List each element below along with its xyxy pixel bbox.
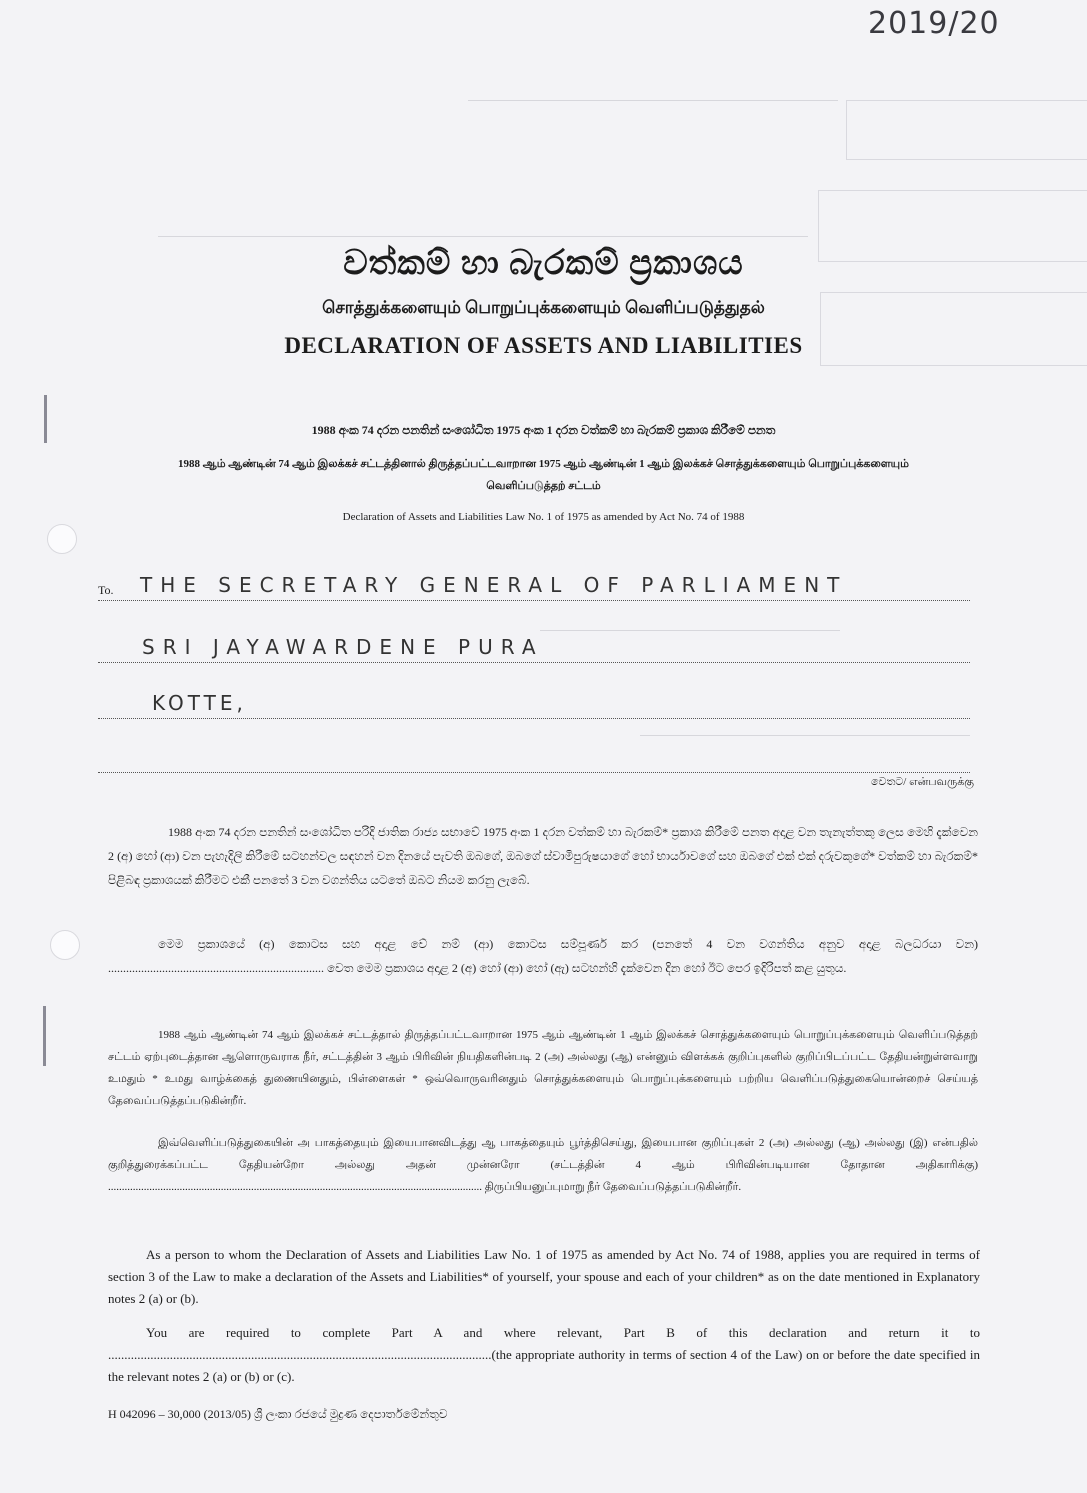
address-handwritten-1: THE SECRETARY GENERAL OF PARLIAMENT bbox=[140, 573, 848, 597]
bleed-through-line bbox=[158, 236, 808, 237]
paragraph-tamil-2: இவ்வெளிப்படுத்துகையின் அ பாகத்தையும் இயைபானவிடத்து ஆ பாகத்தையும் பூர்த்திசெய்து, இயைபான குறிப்புகள் 2 (அ) அல்லது (ஆ) அல்லது (இ) என்பதில் குறித்துரைக்கப்பட்ட தேதியன்றோ அல்லது அதன் முன்னரோ (சட்டத்தின் 4 ஆம் பிரிவின்படியான தோதான அதிகாரிக்கு) ........................................................................................................................................ திருப்பியனுப்புமாறு நீர் தேவைப்படுத்தப்படுகின்றீர். bbox=[108, 1137, 978, 1193]
law-reference-sinhala: 1988 අංක 74 දරන පනතින් සංශෝධිත 1975 අංක 1 දරන වත්කම් හා බැරකම් ප්‍රකාශ කිරීමේ පනත bbox=[311, 423, 776, 437]
law-reference-english: Declaration of Assets and Liabilities Law No. 1 of 1975 as amended by Act No. 74 of 1988 bbox=[342, 511, 745, 523]
staple-mark bbox=[43, 1006, 46, 1066]
paragraph-sinhala-1: 1988 අංක 74 දරන පනතින් සංශෝධිත පරිදි ජාතික රාජ්‍ය සභාවේ 1975 අංක 1 දරන වත්කම් හා බැරකම්* ප්‍රකාශ කිරීමේ පනත අදාළ වන තැනැත්තකු ලෙස මෙහි දැක්වෙන 2 (අ) හෝ (ආ) වන පැහැදිලි කිරීමේ සටහන්වල සඳහන් වන දිනයේ පැවති ඔබගේ, ඔබගේ ස්වාමිපුරුෂයාගේ හෝ භාර්යාවගේ සහ ඔබගේ එක් එක් දරුවකුගේ* වත්කම් හා බැරකම්* පිළිබඳ ප්‍රකාශයක් කිරීමට එකී පනතේ 3 වන වගන්තිය යටතේ ඔබට නියම කරනු ලැබේ. bbox=[108, 825, 978, 887]
bleed-through-line bbox=[468, 100, 838, 101]
address-suffix: වෙතට/ என்பவருக்கு bbox=[871, 776, 974, 788]
address-line-4 bbox=[98, 742, 974, 788]
address-handwritten-3: KOTTE, bbox=[152, 691, 247, 715]
law-reference-tamil-line2: வெளிப்படுத்தற் சட்டம் bbox=[486, 480, 601, 492]
address-handwritten-2: SRI JAYAWARDENE PURA bbox=[142, 635, 544, 659]
address-line-2 bbox=[98, 632, 970, 663]
handwritten-file-reference: 2019/20 bbox=[868, 6, 1000, 41]
bleed-through-line bbox=[640, 735, 970, 736]
paragraph-english-1: As a person to whom the Declaration of Assets and Liabilities Law No. 1 of 1975 as amended by Act No. 74 of 1988, applies you are required in terms of section 3 of the Law to make a declaration of the Assets and Liabilities* of yourself, your spouse and each of your children* as on the date mentioned in Explanatory notes 2 (a) or (b). bbox=[108, 1247, 980, 1306]
title-sinhala: වත්කම් හා බැරකම් ප්‍රකාශය bbox=[343, 245, 744, 282]
bleed-through-line bbox=[540, 630, 840, 631]
bleed-through-box bbox=[846, 100, 1087, 160]
paragraph-sinhala-2: මෙම ප්‍රකාශයේ (අ) කොටස සහ අදාළ වේ නම් (ආ) කොටස සම්පූර්ණ කර (පනතේ 4 වන වගන්තිය අනුව අදාළ බලධරයා වන) ........................................................................ වෙත මෙම ප්‍රකාශය අදාළ 2 (අ) හෝ (ආ) හෝ (ඇ) සටහන්හි දැක්වෙන දින හෝ ඊට පෙර ඉදිරිපත් කළ යුතුය. bbox=[108, 937, 978, 975]
address-line-3 bbox=[98, 688, 970, 719]
paragraph-english-2: You are required to complete Part A and where relevant, Part B of this declaration and return it to ......................................................................................................................(the appropriate authority in terms of section 4 of the Law) on or before the date specified in the relevant notes 2 (a) or (b) or (c). bbox=[108, 1325, 980, 1384]
to-label: To. bbox=[98, 583, 114, 597]
paragraph-tamil-1: 1988 ஆம் ஆண்டின் 74 ஆம் இலக்கச் சட்டத்தால் திருத்தப்பட்டவாறான 1975 ஆம் ஆண்டின் 1 ஆம் இலக்கச் சொத்துக்களையும் பொறுப்புக்களையும் வெளிப்படுத்தற் சட்டம் ஏற்புடைத்தான ஆளொருவராக நீர், சட்டத்தின் 3 ஆம் பிரிவின் நியதிகளின்படி 2 (அ) அல்லது (ஆ) என்னும் விளக்கக் குறிப்புகளில் குறிப்பிடப்பட்ட தேதியன்றுள்ளவாறு உமதும் * உமது வாழ்க்கைத் துணையினதும், பிள்ளைகள் * ஒவ்வொருவரினதும் சொத்துக்களையும் பொறுப்புக்களையும் பற்றிய வெளிப்படுத்துகையொன்றைச் செய்யத் தேவைப்படுத்தப்படுகின்றீர். bbox=[108, 1029, 978, 1107]
address-line-1 bbox=[98, 570, 970, 601]
punch-hole bbox=[47, 524, 77, 554]
title-english: DECLARATION OF ASSETS AND LIABILITIES bbox=[284, 333, 803, 358]
punch-hole bbox=[50, 930, 80, 960]
law-reference-tamil-line1: 1988 ஆம் ஆண்டின் 74 ஆம் இலக்கச் சட்டத்தினால் திருத்தப்பட்டவாறான 1975 ஆம் ஆண்டின் 1 ஆம் இலக்கச் சொத்துக்களையும் பொறுப்புக்களையும் bbox=[178, 458, 909, 470]
printer-imprint: H 042096 – 30,000 (2013/05) ශ්‍රී ලංකා රජයේ මුද්‍රණ දෙපාර්තමේන්තුව bbox=[108, 1407, 448, 1421]
title-tamil: சொத்துக்களையும் பொறுப்புக்களையும் வெளிப்படுத்துதல் bbox=[322, 298, 765, 317]
